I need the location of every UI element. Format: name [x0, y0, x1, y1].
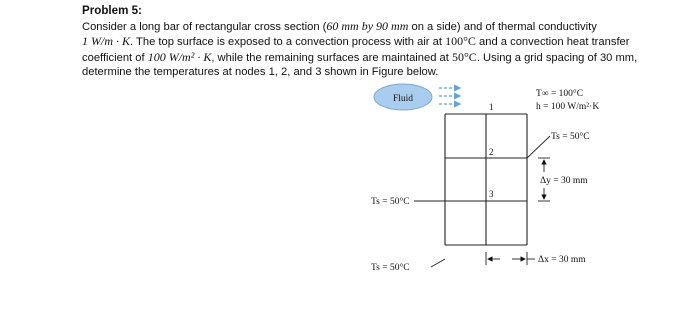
- ts-bottom-leader: [431, 259, 445, 267]
- air-temperature: 100°C: [445, 34, 476, 49]
- text-part-1: Consider a long bar of rectangular cross section (: [82, 20, 327, 33]
- dx-dimension: [486, 252, 535, 265]
- h-coefficient-label: h = 100 W/m²·K: [536, 102, 600, 112]
- node-3-label: 3: [489, 189, 494, 199]
- fluid-label: Fluid: [392, 94, 414, 104]
- ts-right-label: Ts = 50°C: [551, 132, 590, 142]
- text-part-5: , while the remaining surfaces are maintained at: [211, 51, 452, 64]
- node-2-label: 2: [489, 147, 494, 157]
- ts-bottom-label: Ts = 50°C: [371, 263, 410, 273]
- problem-title: Problem 5:: [82, 4, 142, 17]
- node-1-label: 1: [489, 102, 494, 112]
- t-infinity-label: T∞ = 100°C: [536, 89, 584, 99]
- surface-temperature: 50°C: [452, 49, 477, 64]
- ts-left-label: Ts = 50°C: [371, 197, 410, 207]
- flow-arrows: [439, 88, 460, 104]
- text-part-2: on a side) and of thermal conductivity: [408, 20, 597, 33]
- dx-label: Δx = 30 mm: [538, 255, 586, 265]
- text-part-4: and a convection heat transfer coefficient of: [82, 36, 630, 64]
- cross-section-dims: 60 mm by 90 mm: [326, 18, 409, 33]
- conductivity-value: 1 W/m · K: [82, 34, 130, 49]
- node-grid: [445, 114, 527, 245]
- text-part-3: . The top surface is exposed to a convection process with air at: [130, 36, 446, 49]
- ts-right-leader: [527, 136, 550, 158]
- convection-coefficient: 100 W/m² · K: [147, 49, 212, 64]
- text-part-6: . Using a grid spacing of 30 mm, determine the temperatures at nodes 1, 2, and 3 shown in Figure below.: [82, 51, 638, 79]
- dy-label: Δy = 30 mm: [540, 176, 588, 186]
